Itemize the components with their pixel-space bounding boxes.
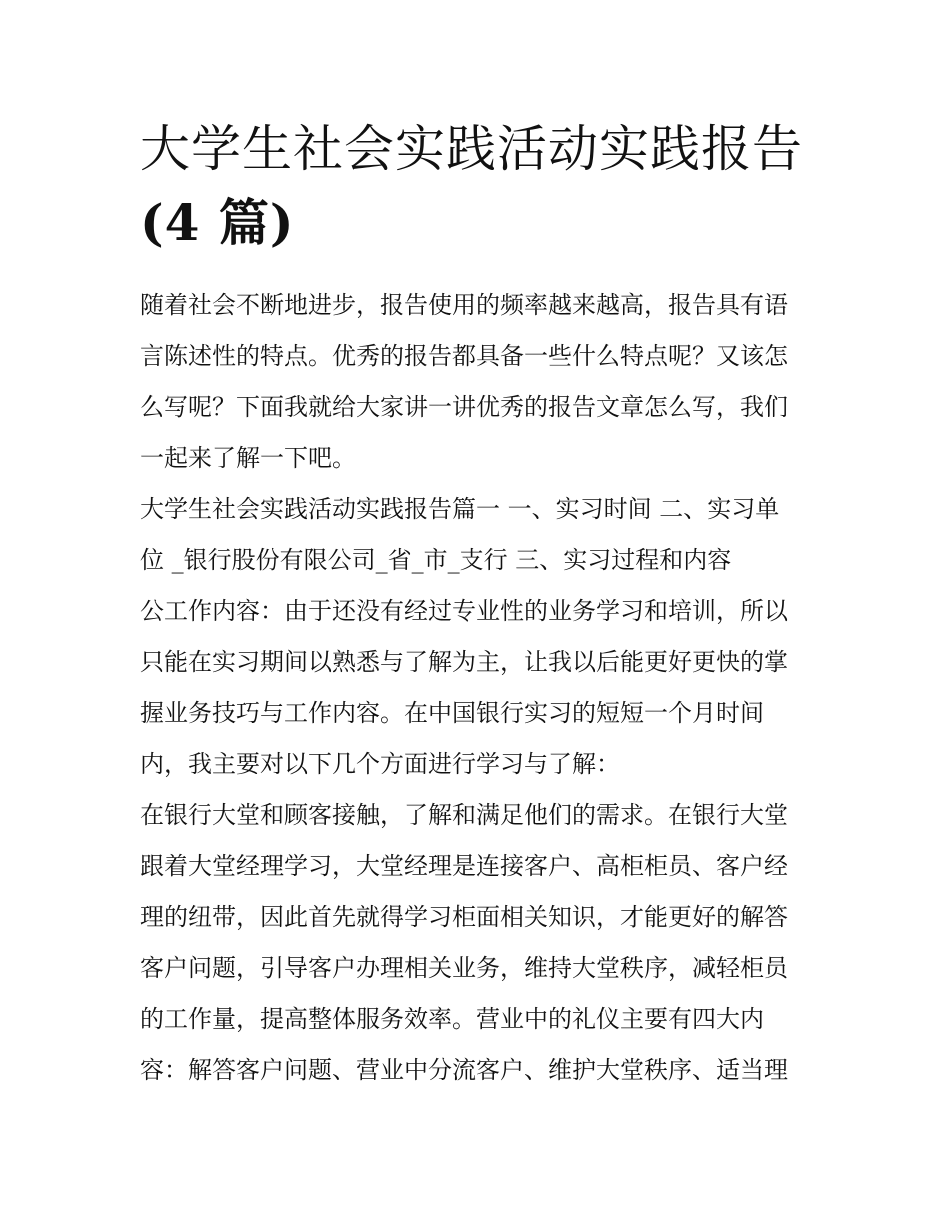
text-line: 容：解答客户问题、营业中分流客户、维护大堂秩序、适当理 bbox=[140, 1056, 788, 1084]
text-line: 在银行大堂和顾客接触，了解和满足他们的需求。在银行大堂 bbox=[140, 801, 788, 829]
title-line-2: (4 篇) bbox=[140, 193, 295, 252]
title-line-1: 大学生社会实践活动实践报告 bbox=[140, 120, 803, 178]
text-line: 言陈述性的特点。优秀的报告都具备一些什么特点呢？又该怎 bbox=[140, 342, 788, 370]
text-line: 随着社会不断地进步，报告使用的频率越来越高，报告具有语 bbox=[140, 291, 788, 319]
text-line: 位 _银行股份有限公司_省_市_支行 三、实习过程和内容 bbox=[140, 546, 732, 574]
text-line: 一起来了解一下吧。 bbox=[140, 444, 356, 472]
document-body bbox=[140, 280, 820, 1096]
text-line: 理的纽带，因此首先就得学习柜面相关知识，才能更好的解答 bbox=[140, 903, 788, 931]
text-line: 客户问题，引导客户办理相关业务，维持大堂秩序，减轻柜员 bbox=[140, 954, 788, 982]
text-line: 么写呢？下面我就给大家讲一讲优秀的报告文章怎么写，我们 bbox=[140, 393, 788, 421]
text-line: 公工作内容：由于还没有经过专业性的业务学习和培训，所以 bbox=[140, 597, 788, 625]
text-line: 内，我主要对以下几个方面进行学习与了解： bbox=[140, 750, 620, 778]
document-title bbox=[140, 112, 820, 260]
text-line: 的工作量，提高整体服务效率。营业中的礼仪主要有四大内 bbox=[140, 1005, 764, 1033]
text-line: 跟着大堂经理学习，大堂经理是连接客户、高柜柜员、客户经 bbox=[140, 852, 788, 880]
text-line: 只能在实习期间以熟悉与了解为主，让我以后能更好更快的掌 bbox=[140, 648, 788, 676]
text-line: 大学生社会实践活动实践报告篇一 一、实习时间 二、实习单 bbox=[140, 495, 780, 523]
text-line: 握业务技巧与工作内容。在中国银行实习的短短一个月时间 bbox=[140, 699, 764, 727]
